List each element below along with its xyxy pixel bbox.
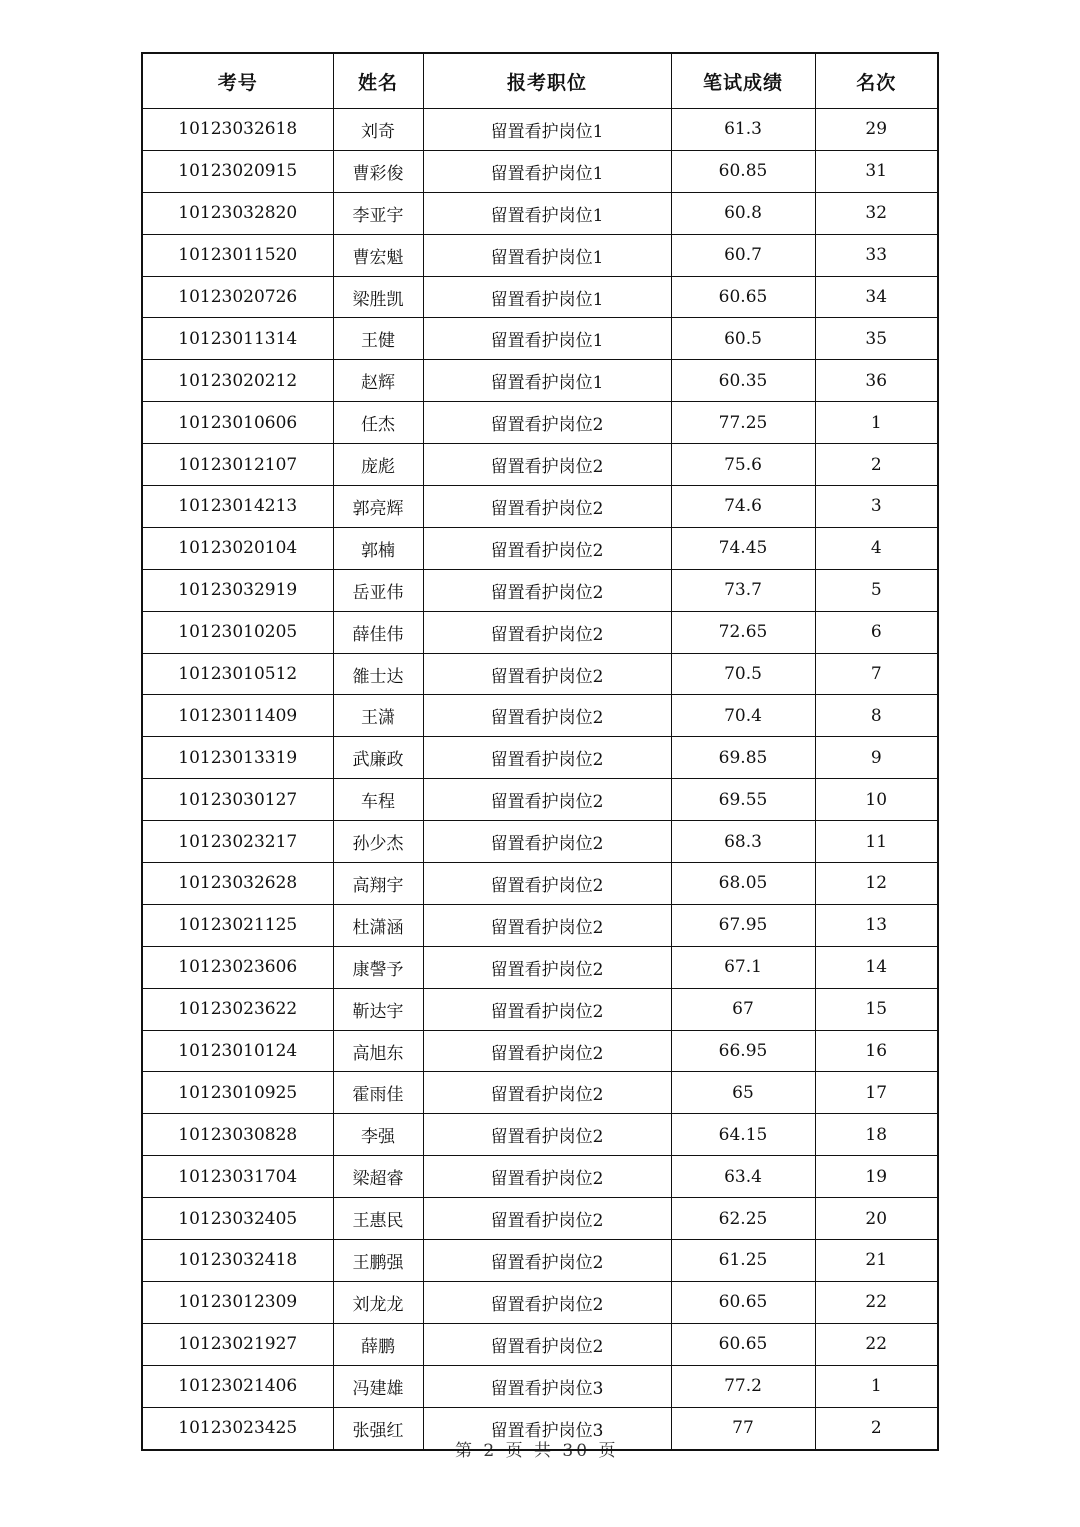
table-header-row xyxy=(142,53,938,109)
cell-name: 庞彪 xyxy=(333,444,423,486)
cell-exam-number: 10123013319 xyxy=(142,737,333,779)
cell-exam-number: 10123014213 xyxy=(142,486,333,528)
cell-written-score: 60.85 xyxy=(671,150,815,192)
cell-exam-number: 10123020212 xyxy=(142,360,333,402)
cell-rank: 19 xyxy=(815,1156,938,1198)
cell-name: 王鹏强 xyxy=(333,1240,423,1282)
cell-rank: 3 xyxy=(815,486,938,528)
table-row xyxy=(142,1030,938,1072)
cell-name: 李亚宇 xyxy=(333,192,423,234)
table-row xyxy=(142,192,938,234)
cell-exam-number: 10123021125 xyxy=(142,904,333,946)
cell-position: 留置看护岗位2 xyxy=(423,1323,671,1365)
cell-position: 留置看护岗位3 xyxy=(423,1407,671,1449)
cell-rank: 5 xyxy=(815,569,938,611)
cell-position: 留置看护岗位2 xyxy=(423,1240,671,1282)
cell-exam-number: 10123012309 xyxy=(142,1281,333,1323)
table-row xyxy=(142,779,938,821)
cell-position: 留置看护岗位2 xyxy=(423,653,671,695)
cell-rank: 13 xyxy=(815,904,938,946)
cell-name: 高旭东 xyxy=(333,1030,423,1072)
cell-exam-number: 10123011520 xyxy=(142,234,333,276)
table-row xyxy=(142,737,938,779)
cell-written-score: 74.6 xyxy=(671,486,815,528)
header-name: 姓名 xyxy=(333,53,423,109)
cell-name: 孙少杰 xyxy=(333,821,423,863)
cell-written-score: 72.65 xyxy=(671,611,815,653)
cell-exam-number: 10123011409 xyxy=(142,695,333,737)
cell-position: 留置看护岗位2 xyxy=(423,821,671,863)
cell-position: 留置看护岗位2 xyxy=(423,1281,671,1323)
cell-rank: 14 xyxy=(815,946,938,988)
cell-rank: 36 xyxy=(815,360,938,402)
cell-name: 杜潇涵 xyxy=(333,904,423,946)
table-row xyxy=(142,1072,938,1114)
cell-position: 留置看护岗位2 xyxy=(423,569,671,611)
cell-written-score: 60.65 xyxy=(671,1281,815,1323)
cell-name: 王潇 xyxy=(333,695,423,737)
cell-rank: 6 xyxy=(815,611,938,653)
cell-rank: 18 xyxy=(815,1114,938,1156)
cell-exam-number: 10123023606 xyxy=(142,946,333,988)
cell-exam-number: 10123031704 xyxy=(142,1156,333,1198)
cell-position: 留置看护岗位2 xyxy=(423,1030,671,1072)
cell-written-score: 69.55 xyxy=(671,779,815,821)
cell-position: 留置看护岗位2 xyxy=(423,611,671,653)
cell-name: 雒士达 xyxy=(333,653,423,695)
table-row xyxy=(142,1156,938,1198)
table-row xyxy=(142,109,938,151)
cell-position: 留置看护岗位2 xyxy=(423,444,671,486)
cell-exam-number: 10123030828 xyxy=(142,1114,333,1156)
table-row xyxy=(142,946,938,988)
cell-written-score: 70.5 xyxy=(671,653,815,695)
table-row xyxy=(142,402,938,444)
cell-position: 留置看护岗位2 xyxy=(423,863,671,905)
cell-position: 留置看护岗位2 xyxy=(423,402,671,444)
cell-exam-number: 10123021927 xyxy=(142,1323,333,1365)
cell-name: 霍雨佳 xyxy=(333,1072,423,1114)
cell-exam-number: 10123010925 xyxy=(142,1072,333,1114)
cell-rank: 4 xyxy=(815,527,938,569)
cell-name: 曹宏魁 xyxy=(333,234,423,276)
table-row xyxy=(142,234,938,276)
cell-rank: 2 xyxy=(815,1407,938,1449)
cell-written-score: 66.95 xyxy=(671,1030,815,1072)
cell-name: 刘龙龙 xyxy=(333,1281,423,1323)
cell-rank: 10 xyxy=(815,779,938,821)
cell-written-score: 74.45 xyxy=(671,527,815,569)
cell-name: 靳达宇 xyxy=(333,988,423,1030)
cell-name: 车程 xyxy=(333,779,423,821)
cell-name: 薛鹏 xyxy=(333,1323,423,1365)
cell-exam-number: 10123023622 xyxy=(142,988,333,1030)
cell-written-score: 68.3 xyxy=(671,821,815,863)
cell-name: 梁胜凯 xyxy=(333,276,423,318)
cell-name: 郭楠 xyxy=(333,527,423,569)
cell-exam-number: 10123012107 xyxy=(142,444,333,486)
cell-written-score: 73.7 xyxy=(671,569,815,611)
table-row xyxy=(142,1281,938,1323)
cell-name: 梁超睿 xyxy=(333,1156,423,1198)
table-row xyxy=(142,821,938,863)
cell-position: 留置看护岗位1 xyxy=(423,234,671,276)
cell-rank: 2 xyxy=(815,444,938,486)
header-written-score: 笔试成绩 xyxy=(671,53,815,109)
cell-position: 留置看护岗位1 xyxy=(423,360,671,402)
cell-rank: 16 xyxy=(815,1030,938,1072)
cell-written-score: 67 xyxy=(671,988,815,1030)
cell-written-score: 75.6 xyxy=(671,444,815,486)
cell-rank: 34 xyxy=(815,276,938,318)
table-row xyxy=(142,1198,938,1240)
cell-position: 留置看护岗位2 xyxy=(423,527,671,569)
cell-exam-number: 10123010124 xyxy=(142,1030,333,1072)
cell-written-score: 60.7 xyxy=(671,234,815,276)
cell-exam-number: 10123032405 xyxy=(142,1198,333,1240)
score-table xyxy=(141,52,939,1451)
table-row xyxy=(142,1323,938,1365)
cell-written-score: 61.3 xyxy=(671,109,815,151)
cell-exam-number: 10123020104 xyxy=(142,527,333,569)
cell-exam-number: 10123032618 xyxy=(142,109,333,151)
cell-position: 留置看护岗位2 xyxy=(423,988,671,1030)
cell-position: 留置看护岗位2 xyxy=(423,695,671,737)
cell-name: 任杰 xyxy=(333,402,423,444)
cell-exam-number: 10123010512 xyxy=(142,653,333,695)
cell-written-score: 60.65 xyxy=(671,276,815,318)
cell-rank: 20 xyxy=(815,1198,938,1240)
cell-written-score: 77.25 xyxy=(671,402,815,444)
cell-written-score: 68.05 xyxy=(671,863,815,905)
cell-position: 留置看护岗位2 xyxy=(423,904,671,946)
cell-position: 留置看护岗位2 xyxy=(423,737,671,779)
cell-written-score: 67.95 xyxy=(671,904,815,946)
cell-written-score: 60.5 xyxy=(671,318,815,360)
table-row xyxy=(142,1407,938,1449)
cell-exam-number: 10123023217 xyxy=(142,821,333,863)
cell-written-score: 64.15 xyxy=(671,1114,815,1156)
page-number-footer: 第 2 页 共 30 页 xyxy=(455,1441,619,1461)
cell-exam-number: 10123032418 xyxy=(142,1240,333,1282)
cell-rank: 8 xyxy=(815,695,938,737)
cell-exam-number: 10123030127 xyxy=(142,779,333,821)
cell-rank: 15 xyxy=(815,988,938,1030)
cell-position: 留置看护岗位1 xyxy=(423,109,671,151)
cell-exam-number: 10123032820 xyxy=(142,192,333,234)
cell-written-score: 60.35 xyxy=(671,360,815,402)
cell-name: 郭亮辉 xyxy=(333,486,423,528)
cell-written-score: 77 xyxy=(671,1407,815,1449)
table-row xyxy=(142,611,938,653)
cell-written-score: 70.4 xyxy=(671,695,815,737)
cell-rank: 1 xyxy=(815,402,938,444)
cell-name: 冯建雄 xyxy=(333,1365,423,1407)
table-row xyxy=(142,695,938,737)
table-row xyxy=(142,1365,938,1407)
table-row xyxy=(142,1114,938,1156)
table-row xyxy=(142,527,938,569)
cell-name: 薛佳伟 xyxy=(333,611,423,653)
cell-name: 高翔宇 xyxy=(333,863,423,905)
cell-position: 留置看护岗位2 xyxy=(423,1114,671,1156)
cell-exam-number: 10123011314 xyxy=(142,318,333,360)
cell-name: 王惠民 xyxy=(333,1198,423,1240)
cell-position: 留置看护岗位1 xyxy=(423,150,671,192)
table-row xyxy=(142,904,938,946)
cell-rank: 33 xyxy=(815,234,938,276)
cell-written-score: 62.25 xyxy=(671,1198,815,1240)
cell-position: 留置看护岗位1 xyxy=(423,318,671,360)
cell-name: 赵辉 xyxy=(333,360,423,402)
cell-name: 刘奇 xyxy=(333,109,423,151)
cell-rank: 12 xyxy=(815,863,938,905)
table-row xyxy=(142,569,938,611)
cell-position: 留置看护岗位2 xyxy=(423,1198,671,1240)
cell-position: 留置看护岗位2 xyxy=(423,1072,671,1114)
cell-position: 留置看护岗位1 xyxy=(423,276,671,318)
header-position: 报考职位 xyxy=(423,53,671,109)
cell-position: 留置看护岗位1 xyxy=(423,192,671,234)
cell-exam-number: 10123010205 xyxy=(142,611,333,653)
table-row xyxy=(142,486,938,528)
cell-exam-number: 10123020726 xyxy=(142,276,333,318)
cell-rank: 7 xyxy=(815,653,938,695)
cell-name: 张强红 xyxy=(333,1407,423,1449)
cell-rank: 1 xyxy=(815,1365,938,1407)
cell-rank: 32 xyxy=(815,192,938,234)
cell-written-score: 69.85 xyxy=(671,737,815,779)
cell-rank: 29 xyxy=(815,109,938,151)
cell-exam-number: 10123021406 xyxy=(142,1365,333,1407)
cell-written-score: 60.8 xyxy=(671,192,815,234)
cell-name: 王健 xyxy=(333,318,423,360)
cell-exam-number: 10123020915 xyxy=(142,150,333,192)
cell-name: 武廉政 xyxy=(333,737,423,779)
cell-rank: 17 xyxy=(815,1072,938,1114)
cell-exam-number: 10123023425 xyxy=(142,1407,333,1449)
cell-position: 留置看护岗位3 xyxy=(423,1365,671,1407)
cell-rank: 35 xyxy=(815,318,938,360)
cell-name: 康謦予 xyxy=(333,946,423,988)
table-row xyxy=(142,863,938,905)
cell-written-score: 65 xyxy=(671,1072,815,1114)
cell-name: 曹彩俊 xyxy=(333,150,423,192)
cell-rank: 9 xyxy=(815,737,938,779)
table-row xyxy=(142,276,938,318)
header-exam-number: 考号 xyxy=(142,53,333,109)
cell-rank: 22 xyxy=(815,1323,938,1365)
cell-rank: 11 xyxy=(815,821,938,863)
header-rank: 名次 xyxy=(815,53,938,109)
cell-rank: 22 xyxy=(815,1281,938,1323)
cell-written-score: 67.1 xyxy=(671,946,815,988)
cell-exam-number: 10123032628 xyxy=(142,863,333,905)
cell-exam-number: 10123010606 xyxy=(142,402,333,444)
cell-position: 留置看护岗位2 xyxy=(423,946,671,988)
cell-position: 留置看护岗位2 xyxy=(423,1156,671,1198)
cell-written-score: 60.65 xyxy=(671,1323,815,1365)
cell-position: 留置看护岗位2 xyxy=(423,779,671,821)
cell-position: 留置看护岗位2 xyxy=(423,486,671,528)
cell-name: 李强 xyxy=(333,1114,423,1156)
table-row xyxy=(142,360,938,402)
table-row xyxy=(142,150,938,192)
table-row xyxy=(142,653,938,695)
table-row xyxy=(142,318,938,360)
cell-exam-number: 10123032919 xyxy=(142,569,333,611)
cell-rank: 31 xyxy=(815,150,938,192)
table-row xyxy=(142,1240,938,1282)
cell-rank: 21 xyxy=(815,1240,938,1282)
cell-written-score: 63.4 xyxy=(671,1156,815,1198)
table-body xyxy=(142,109,938,1450)
table-row xyxy=(142,988,938,1030)
cell-name: 岳亚伟 xyxy=(333,569,423,611)
cell-written-score: 77.2 xyxy=(671,1365,815,1407)
table-row xyxy=(142,444,938,486)
cell-written-score: 61.25 xyxy=(671,1240,815,1282)
